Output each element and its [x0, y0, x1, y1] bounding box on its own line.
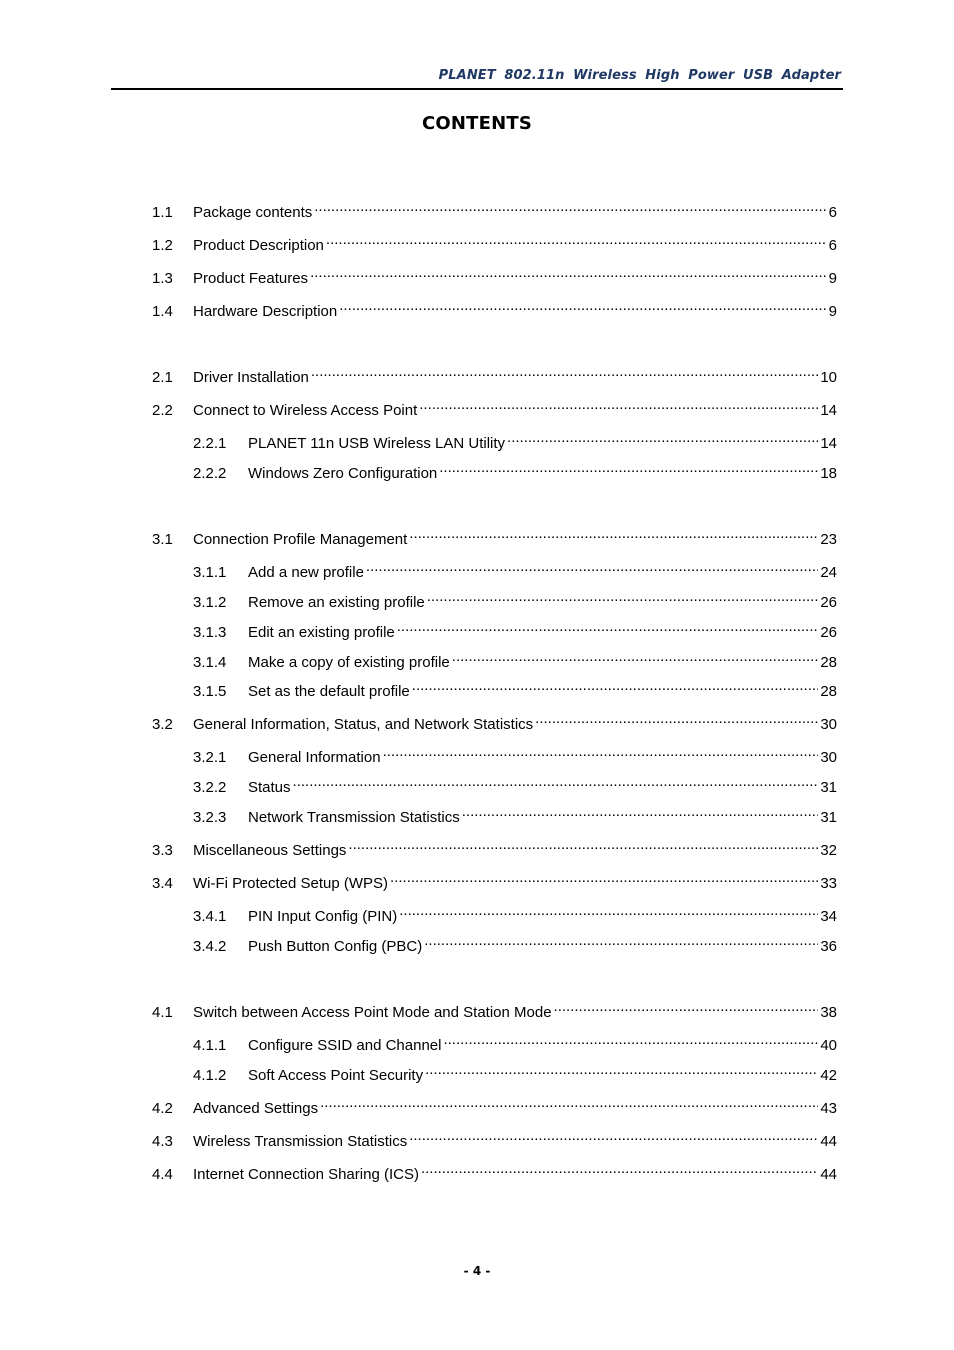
- toc-entry-title: Configure SSID and Channel: [248, 1037, 442, 1054]
- toc-entry-title: PLANET 11n USB Wireless LAN Utility: [248, 435, 506, 452]
- toc-entry-number: 4.1.2: [193, 1067, 227, 1084]
- toc-entry[interactable]: [193, 557, 837, 581]
- toc-entry-page: 14: [820, 435, 837, 452]
- toc-entry-number: 3.1.1: [193, 564, 227, 581]
- toc-dot-leader: [293, 772, 819, 792]
- toc-entry-number: 4.4: [152, 1166, 173, 1183]
- toc-entry-title: Product Description: [193, 237, 324, 254]
- toc-entry[interactable]: [193, 458, 837, 482]
- toc-entry[interactable]: [193, 428, 837, 452]
- toc-dot-leader: [339, 296, 826, 316]
- toc-entry[interactable]: [193, 901, 837, 925]
- running-header: PLANET 802.11n Wireless High Power USB Adapter: [438, 68, 841, 83]
- toc-entry-page: 23: [820, 531, 837, 548]
- toc-entry-number: 3.4.2: [193, 938, 227, 955]
- toc-entry-number: 3.2.2: [193, 779, 227, 796]
- toc-entry-number: 3.1.3: [193, 624, 227, 641]
- toc-entry-title: Push Button Config (PBC): [248, 938, 423, 955]
- toc-entry-title: Wi-Fi Protected Setup (WPS): [193, 875, 389, 892]
- toc-entry-number: 4.1: [152, 1004, 173, 1021]
- toc-dot-leader: [310, 263, 827, 283]
- toc-entry-page: 26: [820, 624, 837, 641]
- toc-entry-number: 3.1.2: [193, 594, 227, 611]
- toc-entry[interactable]: [193, 676, 837, 700]
- toc-entry-title: Driver Installation: [193, 369, 309, 386]
- toc-entry[interactable]: [152, 362, 837, 386]
- toc-entry[interactable]: [152, 395, 837, 419]
- toc-entry-title: General Information: [248, 749, 381, 766]
- toc-dot-leader: [314, 197, 826, 217]
- toc-dot-leader: [443, 1030, 818, 1050]
- toc-entry-page: 26: [820, 594, 837, 611]
- toc-entry-number: 3.1.4: [193, 654, 227, 671]
- toc-entry[interactable]: [152, 709, 837, 733]
- toc-dot-leader: [507, 428, 818, 448]
- toc-entry-title: Remove an existing profile: [248, 594, 425, 611]
- toc-dot-leader: [535, 709, 818, 729]
- toc-entry-page: 36: [820, 938, 837, 955]
- header-rule: [111, 88, 843, 90]
- toc-entry[interactable]: [152, 296, 837, 320]
- toc-entry-title: Internet Connection Sharing (ICS): [193, 1166, 419, 1183]
- toc-entry-title: General Information, Status, and Network Statistics: [193, 716, 534, 733]
- toc-dot-leader: [399, 901, 818, 921]
- toc-entry-title: Wireless Transmission Statistics: [193, 1133, 408, 1150]
- toc-entry-page: 6: [828, 237, 837, 254]
- toc-entry[interactable]: [193, 647, 837, 671]
- toc-entry-page: 31: [820, 809, 837, 826]
- toc-entry-title: Package contents: [193, 204, 313, 221]
- toc-entry-title: Add a new profile: [248, 564, 364, 581]
- toc-entry-title: Connect to Wireless Access Point: [193, 402, 418, 419]
- toc-entry-number: 3.2.3: [193, 809, 227, 826]
- toc-dot-leader: [348, 835, 818, 855]
- toc-entry[interactable]: [152, 263, 837, 287]
- toc-entry-title: Connection Profile Management: [193, 531, 408, 548]
- toc-entry-number: 3.4: [152, 875, 173, 892]
- toc-dot-leader: [390, 868, 818, 888]
- toc-entry-page: 42: [820, 1067, 837, 1084]
- toc-dot-leader: [311, 362, 818, 382]
- toc-dot-leader: [424, 931, 818, 951]
- toc-entry-number: 3.4.1: [193, 908, 227, 925]
- toc-entry-number: 2.1: [152, 369, 173, 386]
- toc-entry-page: 32: [820, 842, 837, 859]
- toc-entry-page: 31: [820, 779, 837, 796]
- toc-dot-leader: [366, 557, 818, 577]
- toc-entry[interactable]: [152, 1159, 837, 1183]
- toc-entry-title: Switch between Access Point Mode and Station Mode: [193, 1004, 552, 1021]
- toc-dot-leader: [326, 230, 827, 250]
- toc-entry-number: 4.3: [152, 1133, 173, 1150]
- toc-entry-page: 38: [820, 1004, 837, 1021]
- toc-entry-page: 28: [820, 683, 837, 700]
- page-title: CONTENTS: [421, 113, 533, 134]
- toc-entry-number: 2.2.1: [193, 435, 227, 452]
- toc-entry[interactable]: [193, 802, 837, 826]
- toc-entry-page: 43: [820, 1100, 837, 1117]
- toc-dot-leader: [452, 647, 819, 667]
- toc-entry-number: 3.1.5: [193, 683, 227, 700]
- toc-entry-title: Miscellaneous Settings: [193, 842, 347, 859]
- toc-entry-number: 2.2: [152, 402, 173, 419]
- toc-entry-page: 18: [820, 465, 837, 482]
- toc-dot-leader: [409, 1126, 818, 1146]
- toc-entry[interactable]: [193, 931, 837, 955]
- toc-dot-leader: [421, 1159, 818, 1179]
- toc-dot-leader: [383, 742, 819, 762]
- toc-entry[interactable]: [152, 1126, 837, 1150]
- toc-dot-leader: [425, 1060, 818, 1080]
- toc-entry-number: 4.2: [152, 1100, 173, 1117]
- toc-entry[interactable]: [193, 1030, 837, 1054]
- toc-entry-page: 40: [820, 1037, 837, 1054]
- toc-dot-leader: [427, 587, 819, 607]
- toc-entry-page: 28: [820, 654, 837, 671]
- toc-entry[interactable]: [193, 617, 837, 641]
- toc-entry[interactable]: [193, 587, 837, 611]
- toc-entry-page: 33: [820, 875, 837, 892]
- toc-entry-number: 3.2.1: [193, 749, 227, 766]
- toc-entry-page: 44: [820, 1166, 837, 1183]
- toc-entry-number: 1.3: [152, 270, 173, 287]
- toc-entry-page: 44: [820, 1133, 837, 1150]
- toc-entry-number: 2.2.2: [193, 465, 227, 482]
- toc-entry-page: 30: [820, 749, 837, 766]
- toc-entry[interactable]: [152, 1093, 837, 1117]
- toc-entry-page: 9: [828, 270, 837, 287]
- toc-entry-title: Product Features: [193, 270, 309, 287]
- toc-entry-title: Soft Access Point Security: [248, 1067, 424, 1084]
- toc-entry-page: 24: [820, 564, 837, 581]
- toc-entry[interactable]: [152, 524, 837, 548]
- toc-entry-page: 34: [820, 908, 837, 925]
- toc-entry-title: Network Transmission Statistics: [248, 809, 460, 826]
- toc-entry-number: 3.2: [152, 716, 173, 733]
- toc-entry[interactable]: [152, 835, 837, 859]
- toc-entry[interactable]: [152, 230, 837, 254]
- toc-dot-leader: [320, 1093, 818, 1113]
- toc-entry-title: Windows Zero Configuration: [248, 465, 438, 482]
- toc-entry-title: PIN Input Config (PIN): [248, 908, 398, 925]
- toc-entry-title: Status: [248, 779, 291, 796]
- toc-entry-number: 1.4: [152, 303, 173, 320]
- toc-entry[interactable]: [193, 772, 837, 796]
- toc-entry[interactable]: [193, 1060, 837, 1084]
- toc-entry-number: 3.1: [152, 531, 173, 548]
- toc-entry-number: 1.1: [152, 204, 173, 221]
- toc-entry-title: Hardware Description: [193, 303, 338, 320]
- toc-entry-page: 14: [820, 402, 837, 419]
- toc-entry[interactable]: [152, 997, 837, 1021]
- toc-dot-leader: [412, 676, 819, 696]
- toc-entry-title: Edit an existing profile: [248, 624, 395, 641]
- toc-dot-leader: [409, 524, 818, 544]
- page-number: - 4 -: [463, 1264, 491, 1278]
- toc-entry[interactable]: [152, 197, 837, 221]
- toc-entry-title: Advanced Settings: [193, 1100, 319, 1117]
- toc-entry[interactable]: [152, 868, 837, 892]
- toc-entry-page: 30: [820, 716, 837, 733]
- toc-dot-leader: [462, 802, 819, 822]
- toc-entry-number: 4.1.1: [193, 1037, 227, 1054]
- toc-entry-page: 9: [828, 303, 837, 320]
- toc-entry-number: 1.2: [152, 237, 173, 254]
- toc-entry-title: Make a copy of existing profile: [248, 654, 450, 671]
- toc-entry-page: 10: [820, 369, 837, 386]
- toc-entry[interactable]: [193, 742, 837, 766]
- toc-dot-leader: [419, 395, 818, 415]
- toc-dot-leader: [554, 997, 819, 1017]
- toc-dot-leader: [439, 458, 818, 478]
- toc-entry-number: 3.3: [152, 842, 173, 859]
- toc-entry-page: 6: [828, 204, 837, 221]
- toc-entry-title: Set as the default profile: [248, 683, 410, 700]
- toc-dot-leader: [397, 617, 819, 637]
